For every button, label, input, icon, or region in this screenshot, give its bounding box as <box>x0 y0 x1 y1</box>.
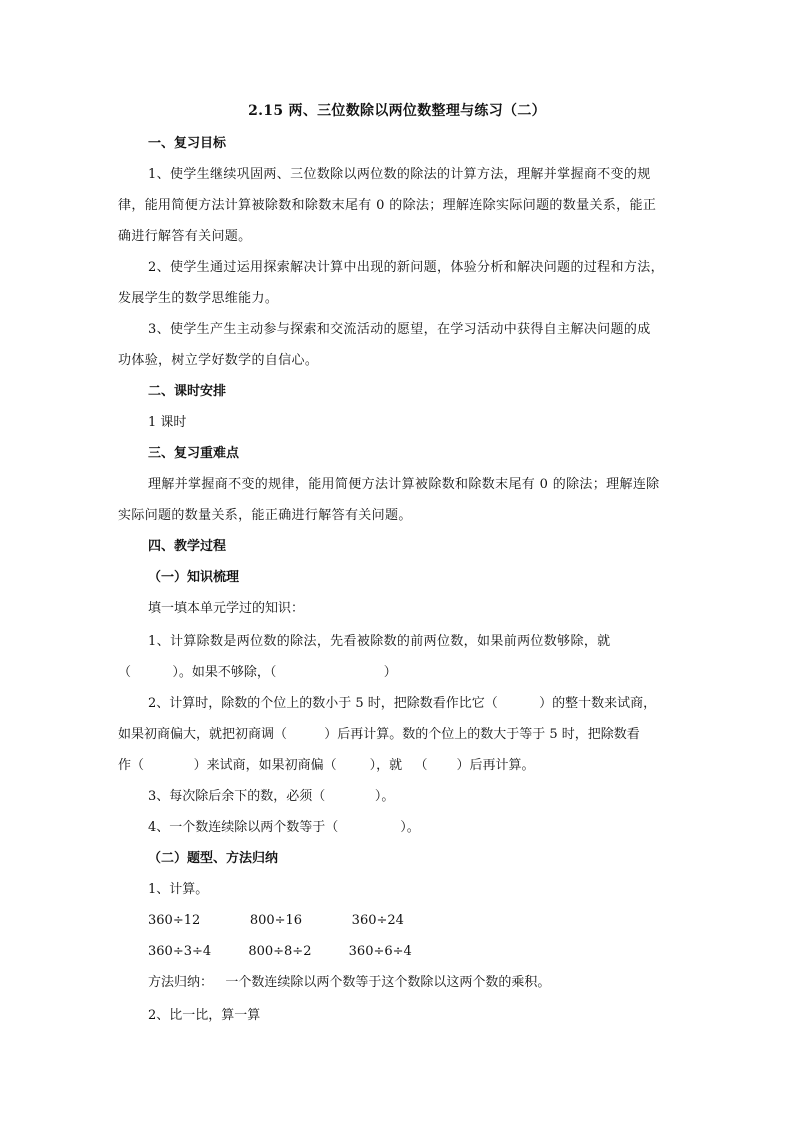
key-points-line-2: 实际问题的数量关系，能正确进行解答有关问题。 <box>118 508 412 523</box>
schedule-text: 1 课时 <box>148 415 187 430</box>
subsection-heading-knowledge: （一）知识梳理 <box>148 570 240 585</box>
fill-q2-line-1: 2、计算时，除数的个位上的数小于 5 时，把除数看作比它（ ）的整十数来试商， <box>148 696 657 711</box>
fill-q4: 4、一个数连续除以两个数等于（ ）。 <box>148 820 420 835</box>
section-heading-teaching-process: 四、教学过程 <box>148 539 227 554</box>
knowledge-intro: 填一填本单元学过的知识： <box>148 601 305 616</box>
goal-3-line-1: 3、使学生产生主动参与探索和交流活动的愿望，在学习活动中获得自主解决问题的成 <box>148 322 651 337</box>
fill-q1-line-2: （ ）。如果不够除，（ ） <box>118 665 397 680</box>
goal-2-line-2: 发展学生的数学思维能力。 <box>118 291 279 306</box>
section-heading-key-points: 三、复习重难点 <box>148 446 240 461</box>
goal-3-line-2: 功体验，树立学好数学的自信心。 <box>118 353 319 368</box>
fill-q2-line-2: 如果初商偏大，就把初商调（ ）后再计算。数的个位上的数大于等于 5 时，把除数看 <box>118 727 640 742</box>
section-heading-review-goals: 一、复习目标 <box>148 136 227 151</box>
goal-1-line-1: 1、使学生继续巩固两、三位数除以两位数的除法的计算方法，理解并掌握商不变的规 <box>148 167 651 182</box>
methods-q1: 1、计算。 <box>148 882 209 897</box>
key-points-line-1: 理解并掌握商不变的规律，能用简便方法计算被除数和除数末尾有 0 的除法；理解连除 <box>148 477 660 492</box>
goal-1-line-2: 律，能用简便方法计算被除数和除数末尾有 0 的除法；理解连除实际问题的数量关系，能正 <box>118 198 657 213</box>
fill-q2-line-3: 作（ ）来试商，如果初商偏（ ），就 （ ）后再计算。 <box>118 758 535 773</box>
document-title: 2.15 两、三位数除以两位数整理与练习（二） <box>248 103 546 119</box>
fill-q1-line-1: 1、计算除数是两位数的除法，先看被除数的前两位数，如果前两位数够除，就 <box>148 634 611 649</box>
goal-2-line-1: 2、使学生通过运用探索解决计算中出现的新问题，体验分析和解决问题的过程和方法， <box>148 260 664 275</box>
subsection-heading-methods: （二）题型、方法归纳 <box>148 851 279 866</box>
fill-q3: 3、每次除后余下的数，必须（ ）。 <box>148 789 395 804</box>
calc-row-1: 360÷12 800÷16 360÷24 <box>148 913 404 928</box>
methods-q2: 2、比一比，算一算 <box>148 1008 261 1023</box>
goal-1-line-3: 确进行解答有关问题。 <box>118 229 252 244</box>
calc-row-2: 360÷3÷4 800÷8÷2 360÷6÷4 <box>148 944 412 959</box>
method-summary: 方法归纳： 一个数连续除以两个数等于这个数除以这两个数的乘积。 <box>148 975 551 990</box>
section-heading-schedule: 二、课时安排 <box>148 384 227 399</box>
